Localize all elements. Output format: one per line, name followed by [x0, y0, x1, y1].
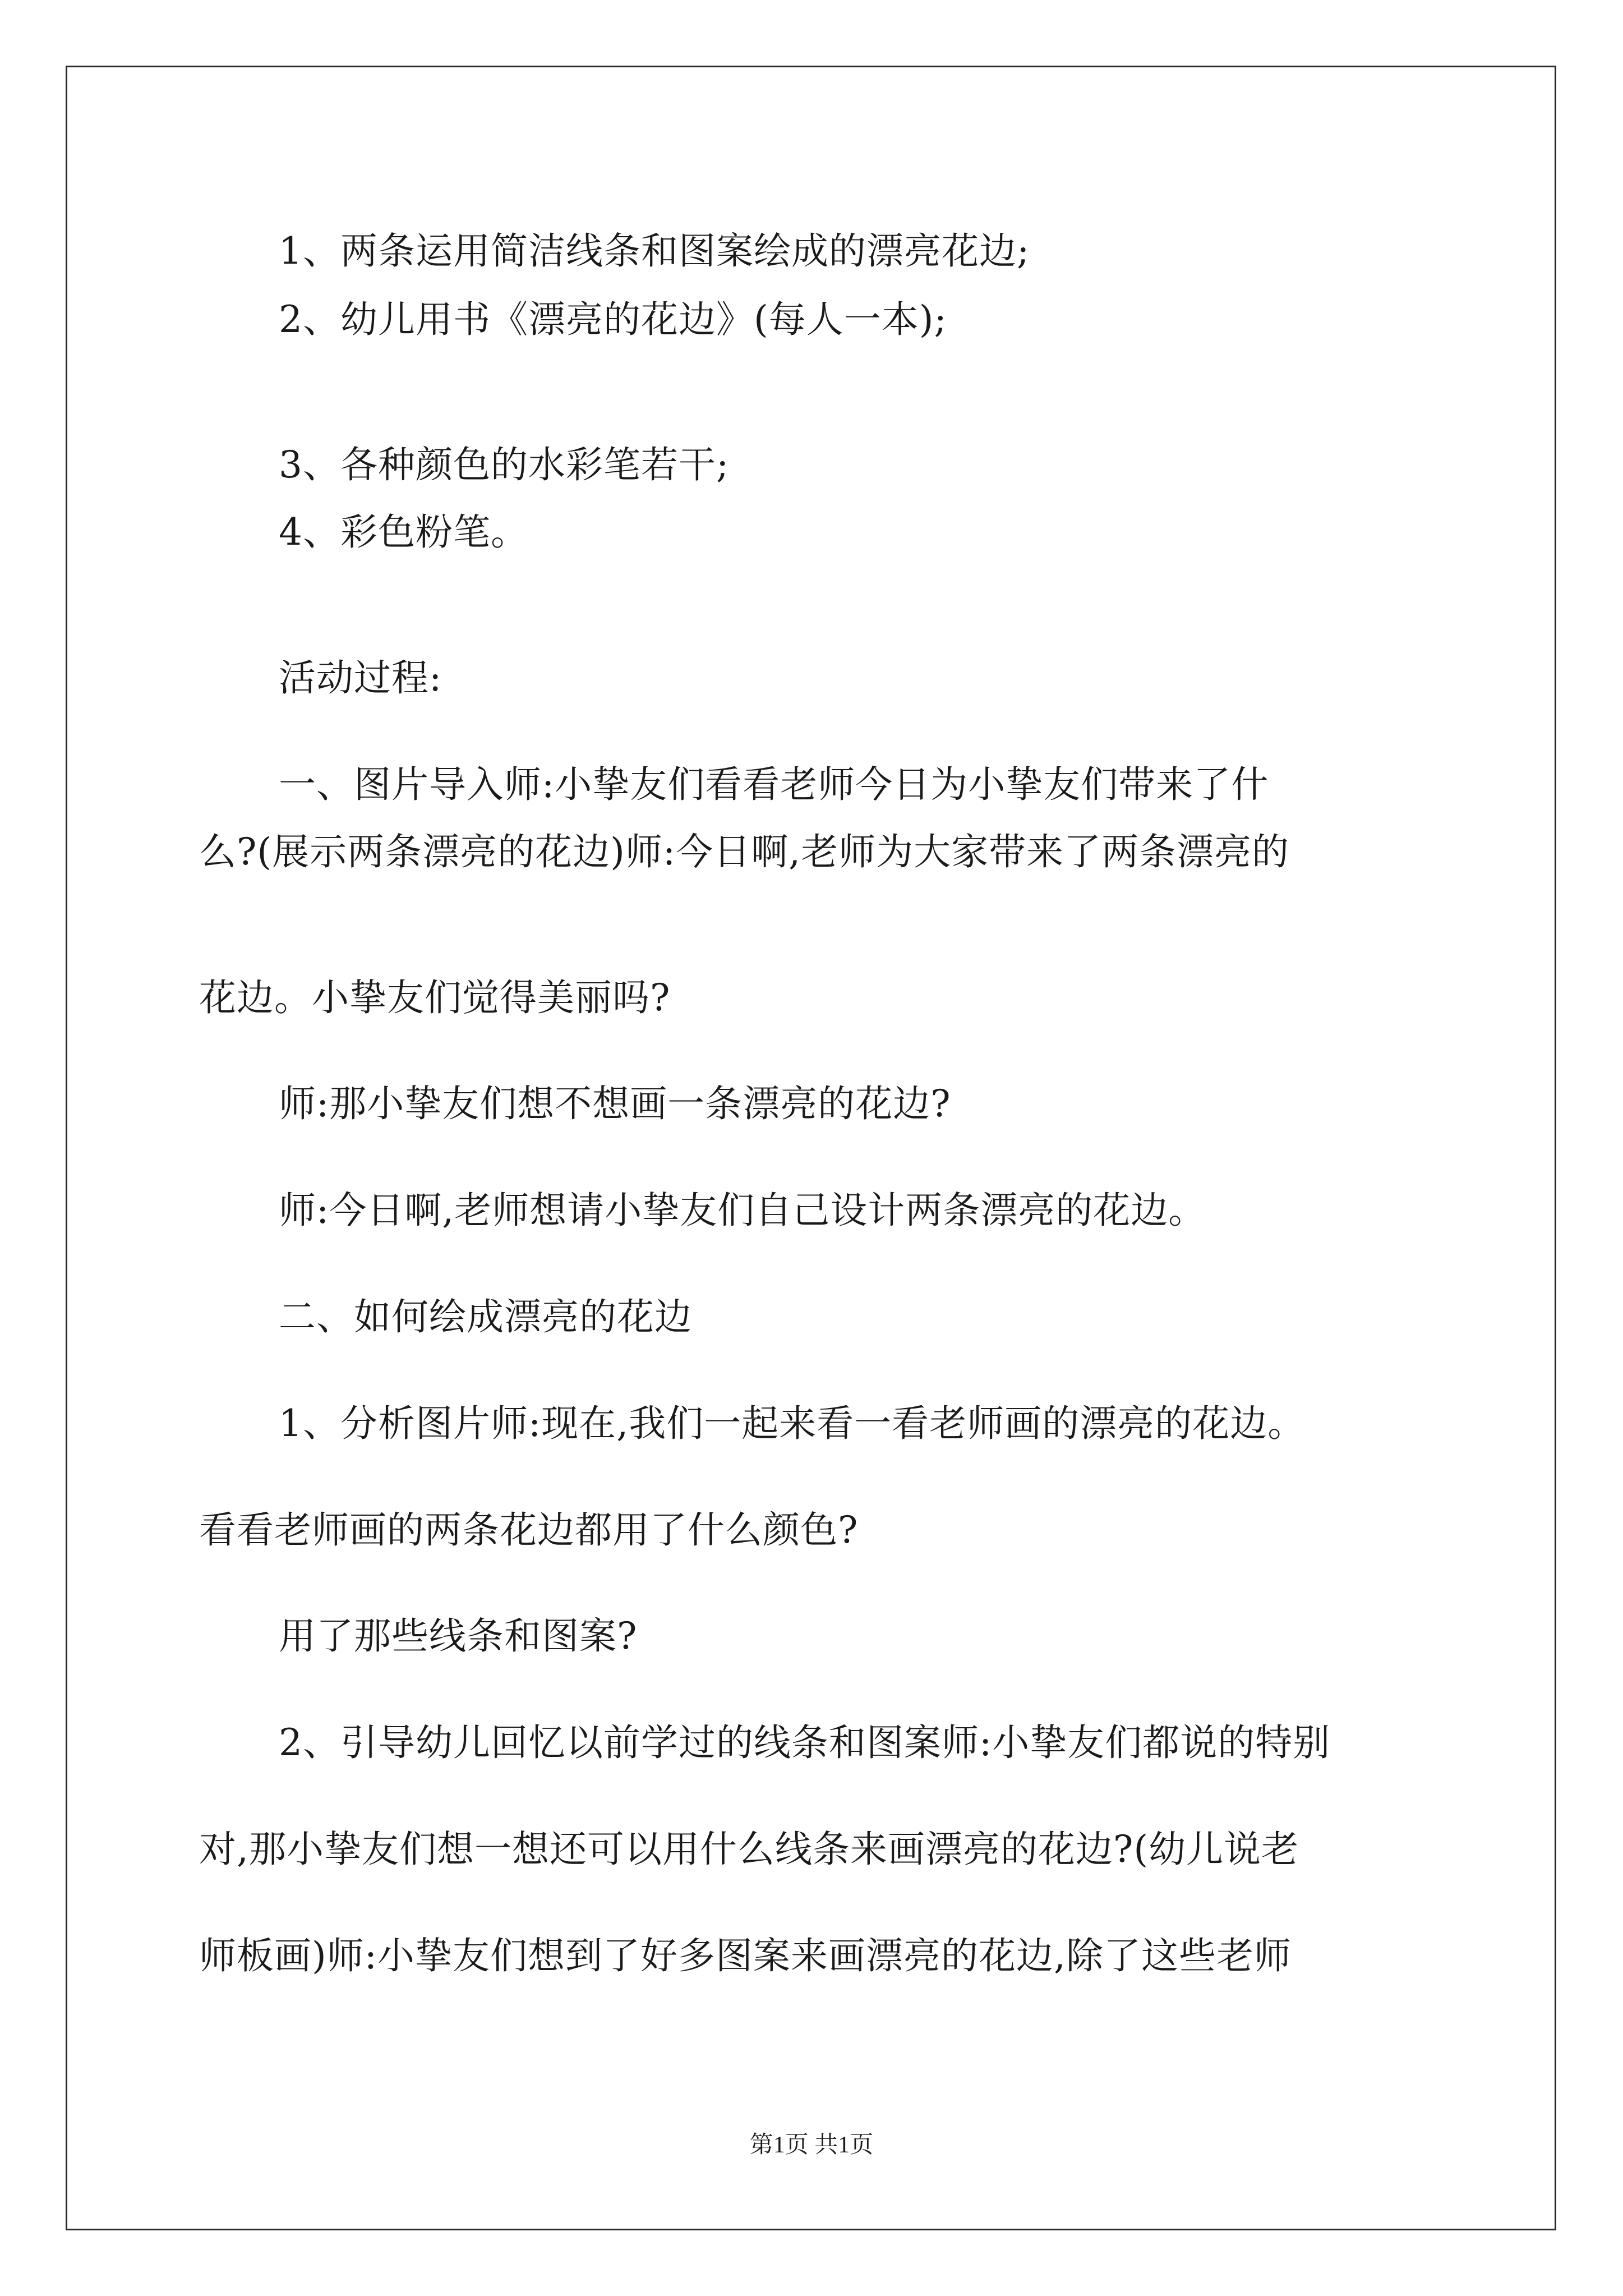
page-border: [66, 66, 1556, 2230]
text-line: 对,那小挚友们想一想还可以用什么线条来画漂亮的花边?(幼儿说老: [199, 1828, 1299, 1871]
text-line: 么?(展示两条漂亮的花边)师:今日啊,老师为大家带来了两条漂亮的: [199, 830, 1290, 873]
text-line: 1、两条运用简洁线条和图案绘成的漂亮花边;: [279, 229, 1030, 273]
text-line: 看看老师画的两条花边都用了什么颜色?: [199, 1508, 859, 1552]
text-line: 二、如何绘成漂亮的花边: [279, 1295, 692, 1338]
text-line: 师:今日啊,老师想请小挚友们自己设计两条漂亮的花边。: [279, 1189, 1206, 1232]
text-line: 用了那些线条和图案?: [279, 1614, 638, 1658]
text-line: 活动过程:: [279, 656, 442, 700]
text-line: 师:那小挚友们想不想画一条漂亮的花边?: [279, 1082, 951, 1125]
text-line: 花边。小挚友们觉得美丽吗?: [199, 976, 671, 1019]
text-line: 4、彩色粉笔。: [279, 510, 528, 554]
text-line: 师板画)师:小挚友们想到了好多图案来画漂亮的花边,除了这些老师: [199, 1934, 1292, 1977]
text-line: 2、引导幼儿回忆以前学过的线条和图案师:小挚友们都说的特别: [279, 1721, 1331, 1764]
text-line: 一、图片导入师:小挚友们看看老师今日为小挚友们带来了什: [279, 763, 1269, 806]
text-line: 3、各种颜色的水彩笔若干;: [279, 443, 730, 486]
page-footer: 第1页 共1页: [749, 2132, 874, 2158]
text-line: 2、幼儿用书《漂亮的花边》(每人一本);: [279, 298, 947, 341]
text-line: 1、分析图片师:现在,我们一起来看一看老师画的漂亮的花边。: [279, 1402, 1306, 1445]
